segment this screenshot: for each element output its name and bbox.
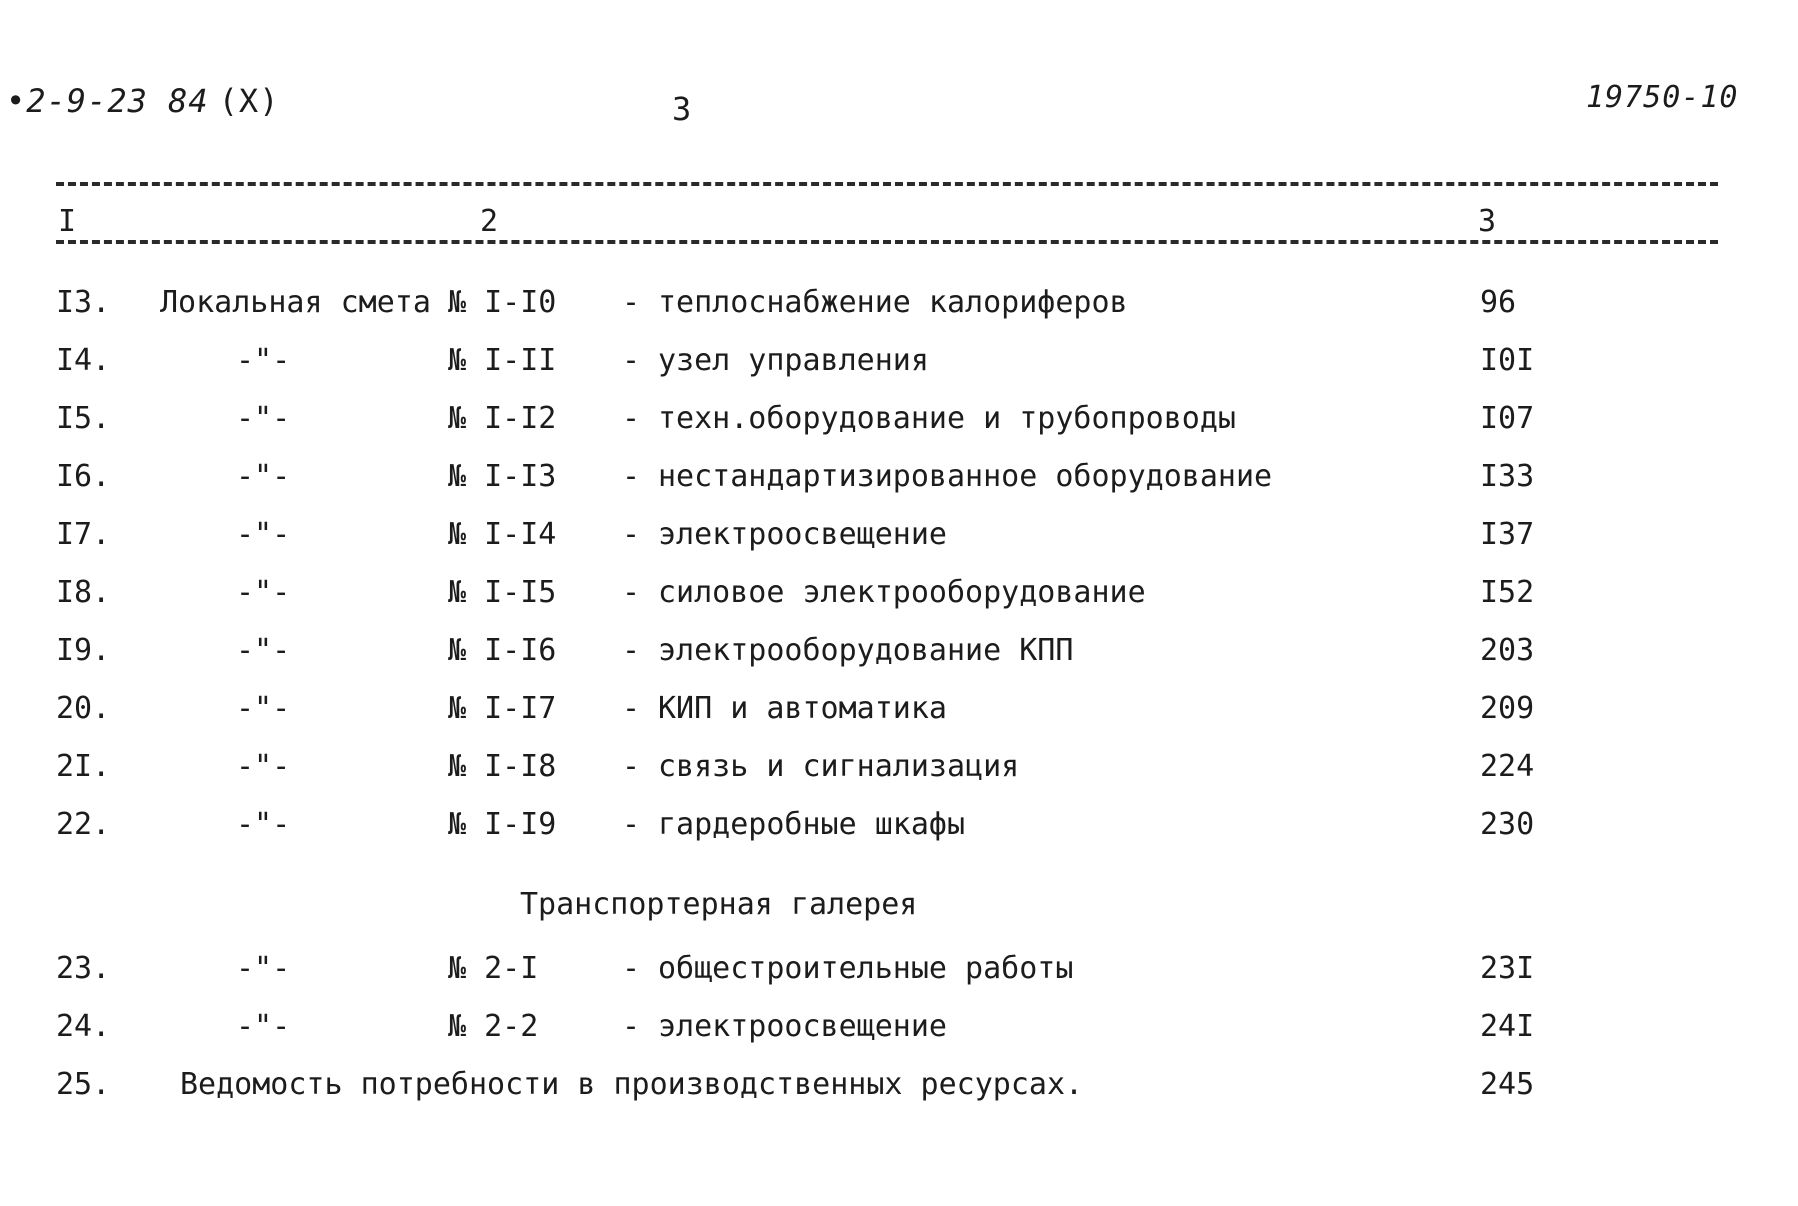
row-number: I4. xyxy=(56,343,111,378)
table-row xyxy=(0,633,1798,691)
row-code: № 2-I xyxy=(448,951,539,986)
table-row xyxy=(0,951,1798,1009)
row-number: 22. xyxy=(56,807,111,842)
row-number: I7. xyxy=(56,517,111,552)
row-code: № I-I4 xyxy=(448,517,557,552)
row-page: 96 xyxy=(1480,285,1517,320)
document-code-left xyxy=(6,82,279,120)
row-code: № I-I7 xyxy=(448,691,557,726)
row-code: № I-I2 xyxy=(448,401,557,436)
row-description: нестандартизированное оборудование xyxy=(658,459,1273,494)
row-dash: - xyxy=(622,633,641,668)
section-title: Транспортерная галерея xyxy=(520,887,918,922)
row-code: № I-I5 xyxy=(448,575,557,610)
row-number: I8. xyxy=(56,575,111,610)
table-row xyxy=(0,459,1798,517)
row-dash: - xyxy=(622,517,641,552)
table-rule-top xyxy=(56,182,1718,186)
table-row xyxy=(0,807,1798,865)
row-dash: - xyxy=(622,459,641,494)
row-number: I9. xyxy=(56,633,111,668)
row-description: теплоснабжение калориферов xyxy=(658,285,1128,320)
row-description: общестроительные работы xyxy=(658,951,1074,986)
table-body xyxy=(0,285,1798,1125)
row-kind: -"- xyxy=(236,401,291,436)
row-description: силовое электрооборудование xyxy=(658,575,1146,610)
row-code: № I-I0 xyxy=(448,285,557,320)
table-row xyxy=(0,517,1798,575)
row-description: электроосвещение xyxy=(658,1009,947,1044)
row-page: I52 xyxy=(1480,575,1535,610)
column-header-2: 2 xyxy=(480,204,499,239)
column-header-3: 3 xyxy=(1478,204,1497,239)
document-code-suffix: (X) xyxy=(218,82,280,120)
row-summary-text: Ведомость потребности в производственных ресурсах. xyxy=(180,1067,1084,1102)
row-dash: - xyxy=(622,691,641,726)
table-row-summary xyxy=(0,1067,1798,1125)
row-page: 230 xyxy=(1480,807,1535,842)
row-kind: -"- xyxy=(236,633,291,668)
row-code: № I-I8 xyxy=(448,749,557,784)
column-header-1: I xyxy=(58,204,77,239)
row-description: КИП и автоматика xyxy=(658,691,947,726)
row-description: электрооборудование КПП xyxy=(658,633,1074,668)
row-kind: -"- xyxy=(236,575,291,610)
section-heading xyxy=(0,865,1798,951)
row-number: 23. xyxy=(56,951,111,986)
row-kind: -"- xyxy=(236,517,291,552)
row-dash: - xyxy=(622,401,641,436)
row-kind: Локальная смета xyxy=(160,285,431,320)
row-page: 245 xyxy=(1480,1067,1535,1102)
row-number: I6. xyxy=(56,459,111,494)
row-dash: - xyxy=(622,575,641,610)
document-code-right: 19750-10 xyxy=(1586,80,1739,115)
row-kind: -"- xyxy=(236,1009,291,1044)
table-rule-bottom xyxy=(56,240,1718,244)
row-code: № I-I9 xyxy=(448,807,557,842)
row-dash: - xyxy=(622,285,641,320)
row-kind: -"- xyxy=(236,343,291,378)
row-number: 20. xyxy=(56,691,111,726)
row-kind: -"- xyxy=(236,749,291,784)
row-page: I0I xyxy=(1480,343,1535,378)
row-page: I37 xyxy=(1480,517,1535,552)
row-code: № 2-2 xyxy=(448,1009,539,1044)
table-row xyxy=(0,285,1798,343)
page-number: 3 xyxy=(672,90,693,128)
row-description: техн.оборудование и трубопроводы xyxy=(658,401,1236,436)
row-description: гардеробные шкафы xyxy=(658,807,966,842)
row-dash: - xyxy=(622,951,641,986)
table-row xyxy=(0,691,1798,749)
row-page: 24I xyxy=(1480,1009,1535,1044)
row-number: I3. xyxy=(56,285,111,320)
row-kind: -"- xyxy=(236,807,291,842)
row-number: I5. xyxy=(56,401,111,436)
row-description: электроосвещение xyxy=(658,517,947,552)
row-description: связь и сигнализация xyxy=(658,749,1020,784)
row-code: № I-I3 xyxy=(448,459,557,494)
row-dash: - xyxy=(622,1009,641,1044)
row-dash: - xyxy=(622,749,641,784)
table-row xyxy=(0,343,1798,401)
row-code: № I-II xyxy=(448,343,557,378)
row-code: № I-I6 xyxy=(448,633,557,668)
row-page: 224 xyxy=(1480,749,1535,784)
table-row xyxy=(0,1009,1798,1067)
row-kind: -"- xyxy=(236,951,291,986)
row-page: I33 xyxy=(1480,459,1535,494)
row-dash: - xyxy=(622,343,641,378)
row-kind: -"- xyxy=(236,691,291,726)
row-kind: -"- xyxy=(236,459,291,494)
row-page: 23I xyxy=(1480,951,1535,986)
row-number: 24. xyxy=(56,1009,111,1044)
table-row xyxy=(0,575,1798,633)
row-dash: - xyxy=(622,807,641,842)
document-code: •2-9-23 84 xyxy=(6,82,209,120)
row-number: 25. xyxy=(56,1067,111,1102)
row-number: 2I. xyxy=(56,749,111,784)
table-row xyxy=(0,749,1798,807)
row-page: 203 xyxy=(1480,633,1535,668)
row-description: узел управления xyxy=(658,343,929,378)
table-row xyxy=(0,401,1798,459)
row-page: 209 xyxy=(1480,691,1535,726)
row-page: I07 xyxy=(1480,401,1535,436)
